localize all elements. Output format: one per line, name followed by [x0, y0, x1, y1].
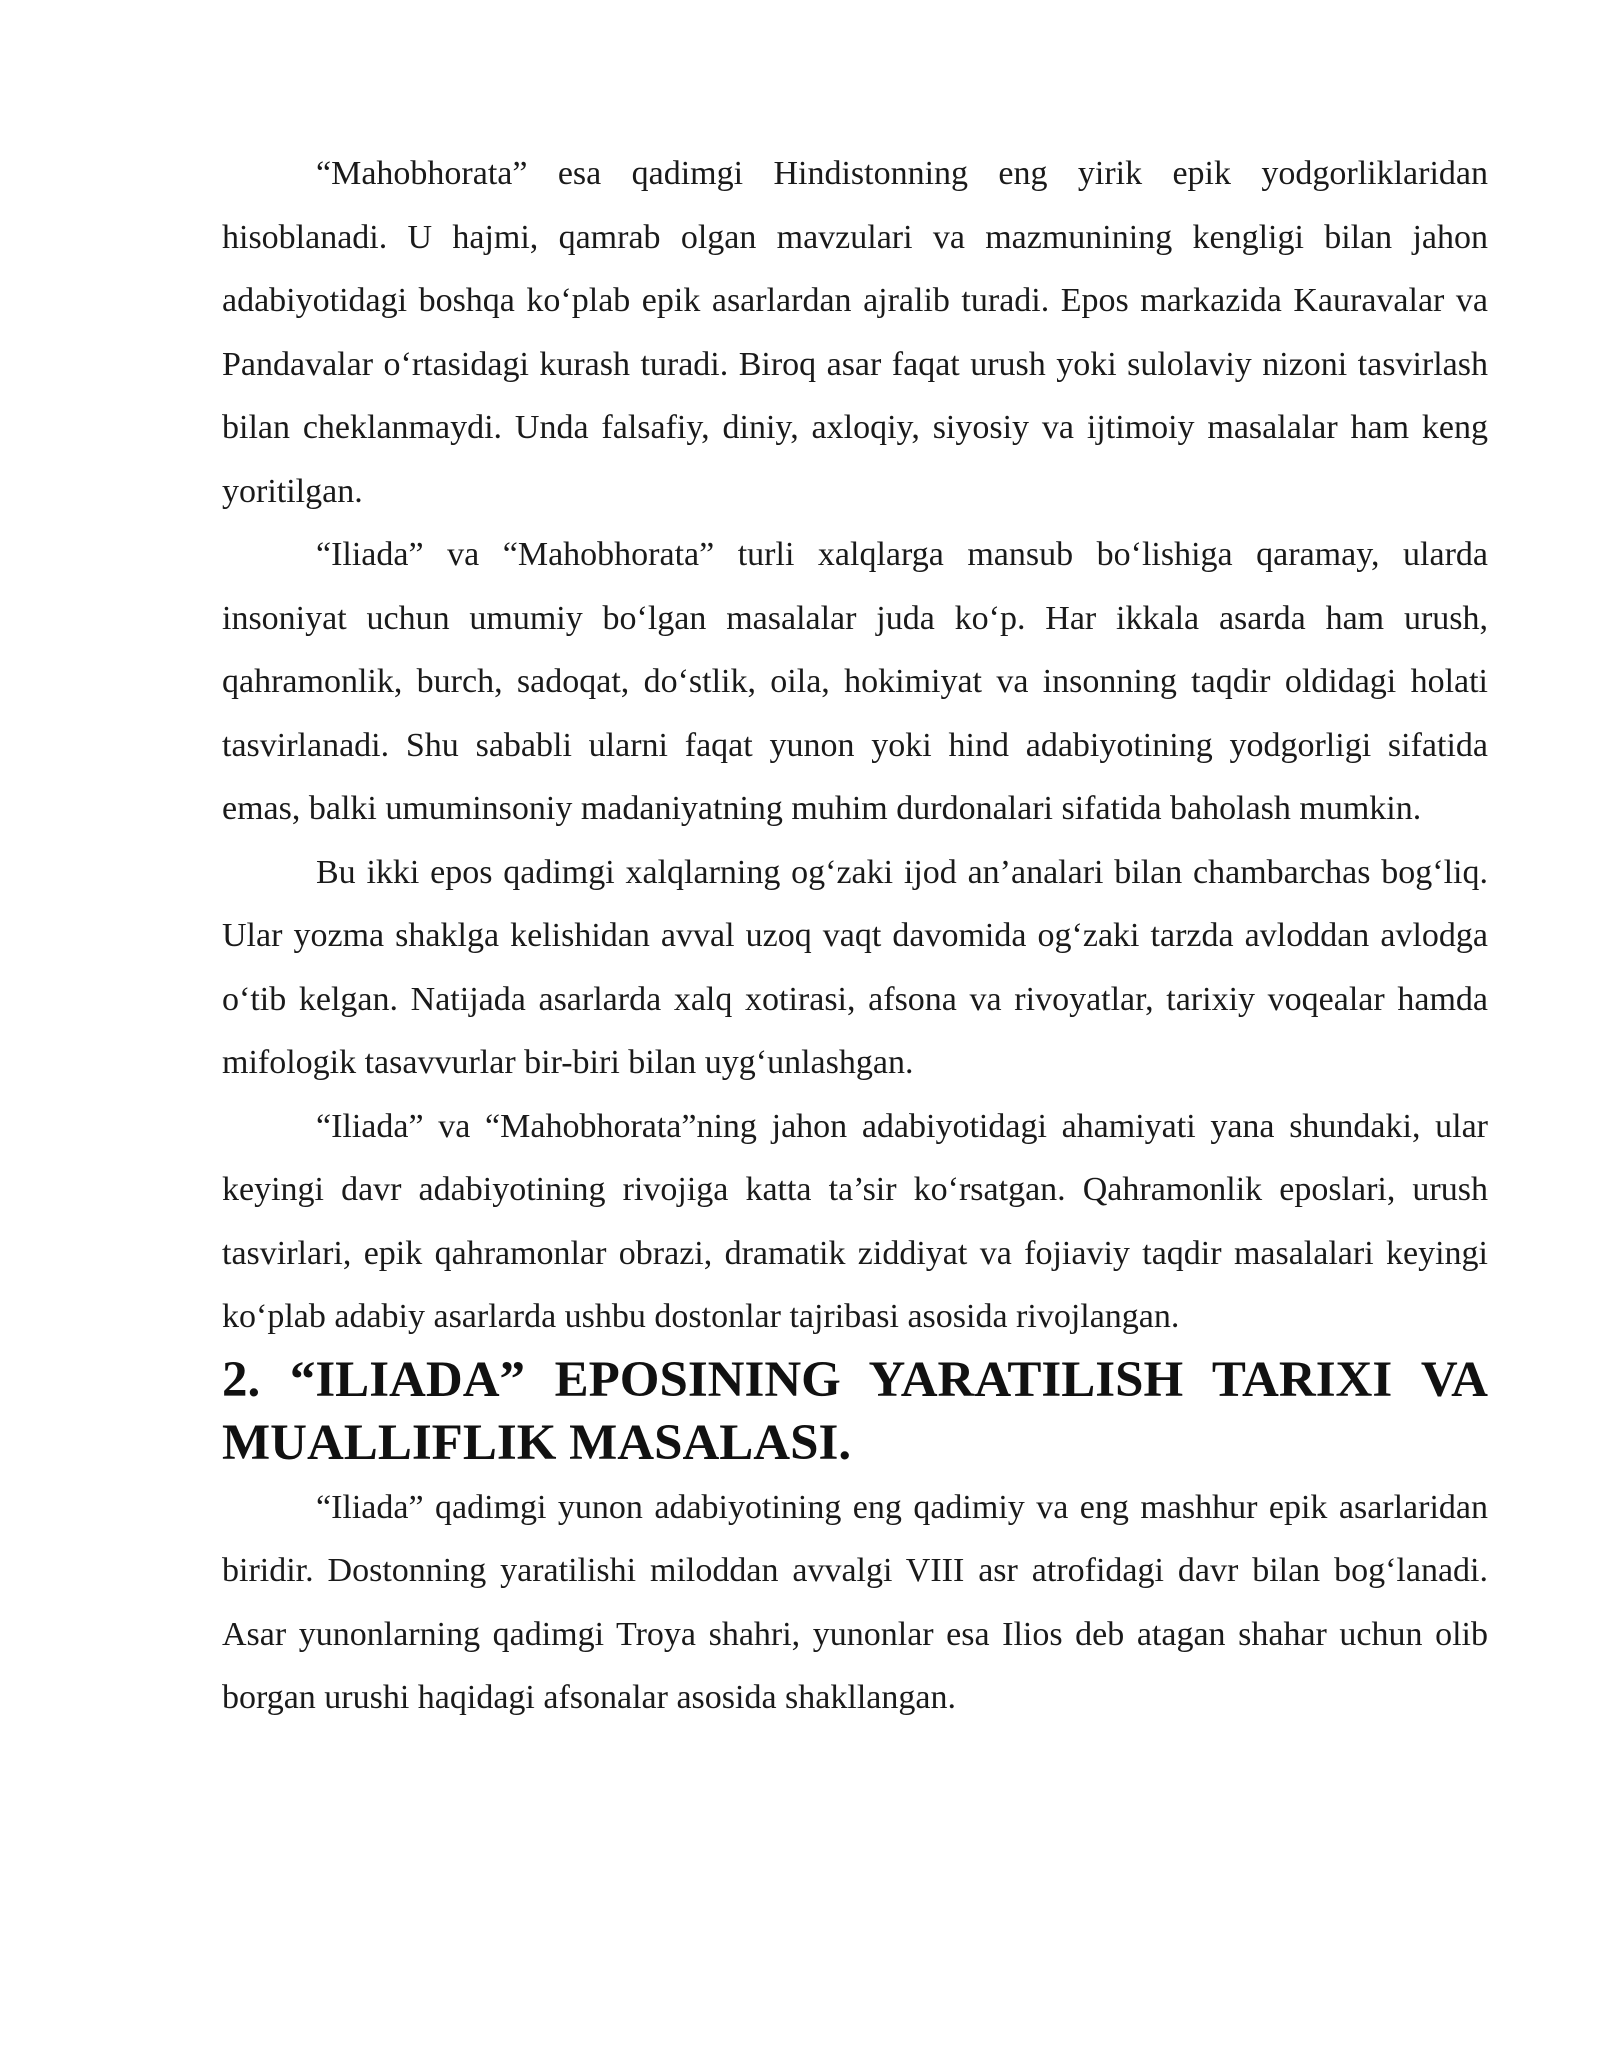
paragraph-common-themes: “Iliada” va “Mahobhorata” turli xalqlarga mansub bo‘lishiga qaramay, ularda insoniyat uchun umumiy bo‘lgan masalalar juda ko‘p. Har ikkala asarda ham urush, qahramonlik, burch, sadoqat, do‘stlik, oila, hokimiyat va insonning taqdir oldidagi holati tasvirlanadi. Shu sababli ularni faqat yunon yoki hind adabiyotining yodgorligi sifatida emas, balki umuminsoniy madaniyatning muhim durdonalari sifatida baholash mumkin.: [222, 536, 1488, 827]
section-heading: 2. “ILIADA” EPOSINING YARATILISH TARIXI VA MUALLIFLIK MASALASI.: [222, 1351, 1488, 1471]
paragraph-iliada-origin: “Iliada” qadimgi yunon adabiyotining eng qadimiy va eng mashhur epik asarlaridan biridir. Dostonning yaratilishi miloddan avvalgi VIII asr atrofidagi davr bilan bog‘lanadi. Asar yunonlarning qadimgi Troya shahri, yunonlar esa Ilios deb atagan shahar uchun olib borgan urushi haqidagi afsonalar asosida shakllangan.: [222, 1488, 1488, 1716]
paragraph-oral-tradition: Bu ikki epos qadimgi xalqlarning og‘zaki ijod an’analari bilan chambarchas bog‘liq. Ular yozma shaklga kelishidan avval uzoq vaqt davomida og‘zaki tarzda avloddan avlodga o‘tib kelgan. Natijada asarlarda xalq xotirasi, afsona va rivoyatlar, tarixiy voqealar hamda mifologik tasavvurlar bir-biri bilan uyg‘unlashgan.: [222, 853, 1488, 1081]
page-content: [222, 142, 1488, 1730]
paragraph-world-significance: “Iliada” va “Mahobhorata”ning jahon adabiyotidagi ahamiyati yana shundaki, ular keyingi davr adabiyotining rivojiga katta ta’sir ko‘rsatgan. Qahramonlik eposlari, urush tasvirlari, epik qahramonlar obrazi, dramatik ziddiyat va fojiaviy taqdir masalalari keyingi ko‘plab adabiy asarlarda ushbu dostonlar tajribasi asosida rivojlangan.: [222, 1107, 1488, 1335]
paragraph-mahobhorata-intro: “Mahobhorata” esa qadimgi Hindistonning eng yirik epik yodgorliklaridan hisoblanadi. U hajmi, qamrab olgan mavzulari va mazmunining kengligi bilan jahon adabiyotidagi boshqa ko‘plab epik asarlardan ajralib turadi. Epos markazida Kauravalar va Pandavalar o‘rtasidagi kurash turadi. Biroq asar faqat urush yoki sulolaviy nizoni tasvirlash bilan cheklanmaydi. Unda falsafiy, diniy, axloqiy, siyosiy va ijtimoiy masalalar ham keng yoritilgan.: [222, 155, 1488, 510]
